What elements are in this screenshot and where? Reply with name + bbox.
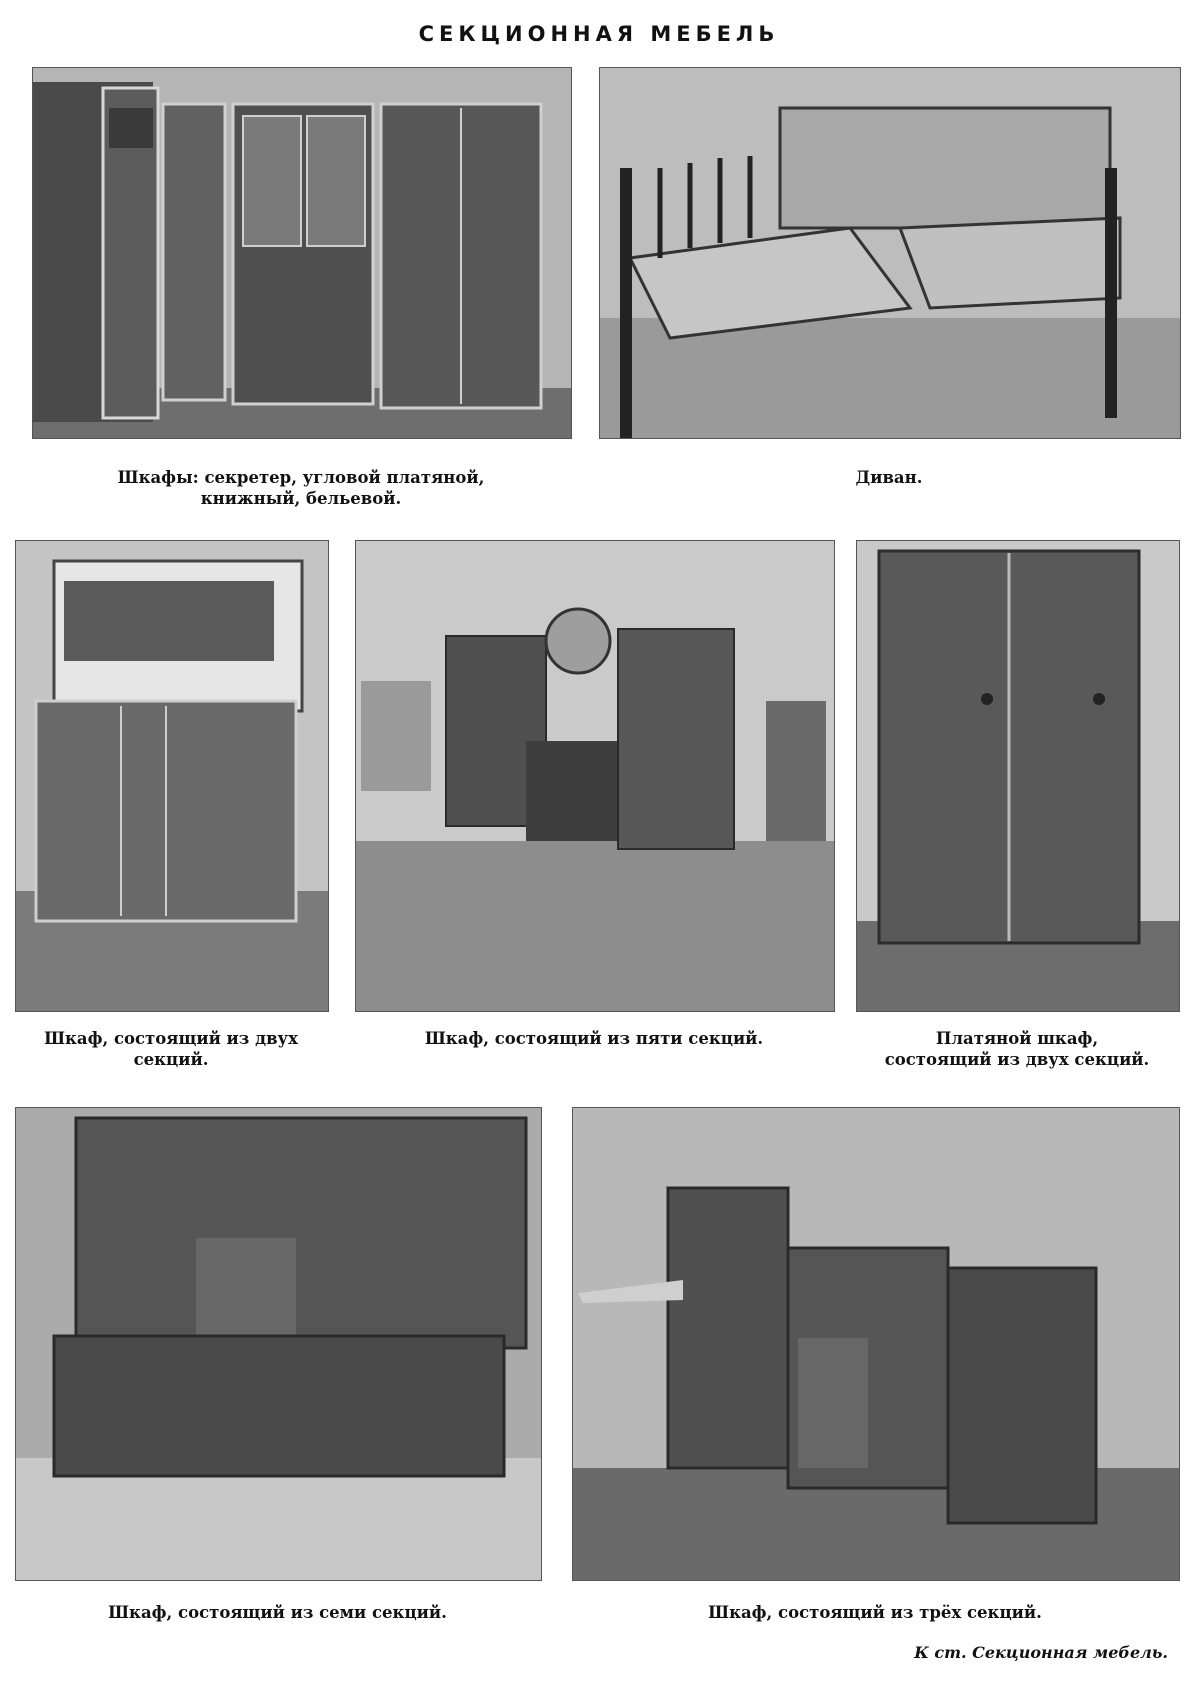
photo-seven-section-cabinet — [15, 1107, 542, 1581]
five-section-cabinet-illustration — [356, 541, 834, 1011]
photo-wardrobe-two-sections — [856, 540, 1180, 1012]
caption-wardrobes: Шкафы: секретер, угловой платяной, книжный, бельевой. — [117, 468, 485, 509]
photo-sofa — [599, 67, 1181, 439]
caption-five-section-cabinet: Шкаф, состоящий из пяти секций. — [424, 1029, 764, 1048]
sofa-illustration — [600, 68, 1180, 438]
photo-three-section-cabinet — [572, 1107, 1180, 1581]
caption-seven-section-cabinet: Шкаф, состоящий из семи секций. — [108, 1603, 447, 1622]
footer-reference: К ст. Секционная мебель. — [914, 1643, 1168, 1662]
photo-five-section-cabinet — [355, 540, 835, 1012]
seven-section-cabinet-illustration — [16, 1108, 541, 1580]
caption-three-section-cabinet: Шкаф, состоящий из трёх секций. — [708, 1603, 1042, 1622]
photo-two-section-cabinet — [15, 540, 329, 1012]
page-title: СЕКЦИОННАЯ МЕБЕЛЬ — [418, 22, 780, 46]
caption-two-section-cabinet: Шкаф, состоящий из двух секций. — [44, 1029, 298, 1070]
wardrobes-illustration — [33, 68, 571, 438]
two-section-cabinet-illustration — [16, 541, 328, 1011]
three-section-cabinet-illustration — [573, 1108, 1179, 1580]
caption-sofa: Диван. — [855, 468, 923, 487]
caption-wardrobe-two-sections: Платяной шкаф, состоящий из двух секций. — [884, 1029, 1150, 1070]
wardrobe-two-sections-illustration — [857, 541, 1179, 1011]
photo-wardrobes — [32, 67, 572, 439]
